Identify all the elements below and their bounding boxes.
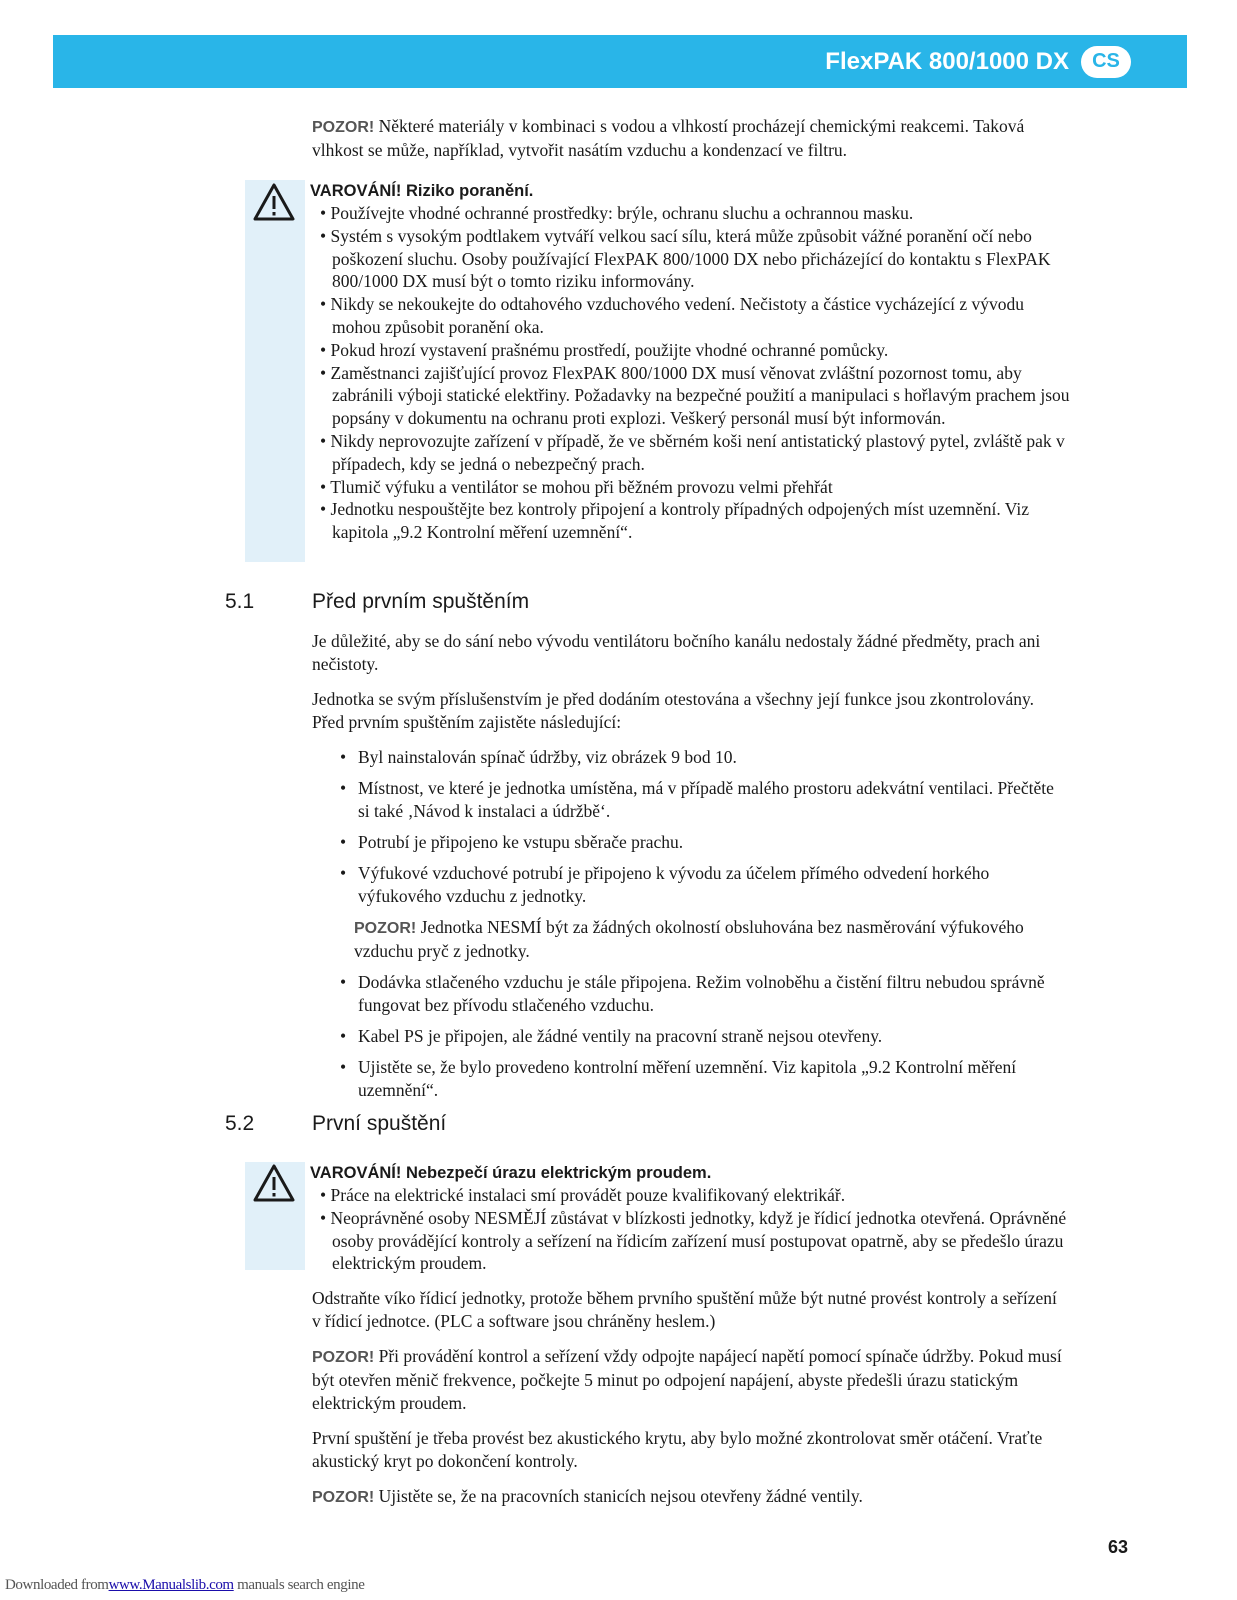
list-item: • Systém s vysokým podtlakem vytváří velkou sací sílu, která může způsobit vážné poranění očí nebo poškození sluchu. Osoby používající FlexPAK 800/1000 DX nebo přicházející do kontaktu s FlexPAK 800/1000 DX musí být o tomto riziku informovány. xyxy=(310,225,1070,293)
sub-note xyxy=(312,916,1062,963)
paragraph: Je důležité, aby se do sání nebo vývodu ventilátoru bočního kanálu nedostaly žádné předměty, prach ani nečistoty. xyxy=(312,631,1041,674)
footer-suffix: manuals search engine xyxy=(233,1577,365,1593)
manualslib-link[interactable]: www.Manualslib.com xyxy=(108,1577,234,1593)
list-item: • Používejte vhodné ochranné prostředky: brýle, ochranu sluchu a ochrannou masku. xyxy=(310,202,1070,225)
list-item: • Nikdy neprovozujte zařízení v případě, že ve sběrném koši není antistatický plastový pytel, zvláště pak v případech, kdy se jedná o nebezpečný prach. xyxy=(310,430,1070,476)
list-item: • Neoprávněné osoby NESMĚJÍ zůstávat v blízkosti jednotky, když je řídicí jednotka otevřená. Oprávněné osoby provádějící kontroly a seřízení na řídicím zařízení musí postupovat opatrně, aby se předešlo úrazu elektrickým proudem. xyxy=(310,1207,1070,1275)
note-keyword: POZOR! xyxy=(354,920,417,937)
warning-triangle-icon xyxy=(252,182,296,222)
checklist xyxy=(340,971,1062,1102)
note-text: Jednotka NESMÍ být za žádných okolností obsluhována bez nasměrování výfukového vzduchu pryč z jednotky. xyxy=(354,917,1024,961)
section-title: První spuštění xyxy=(312,1112,447,1135)
note-text: Některé materiály v kombinaci s vodou a vlhkostí procházejí chemickými reakcemi. Taková vlhkost se může, například, vytvořit nasátím vzduchu a kondenzací ve filtru. xyxy=(312,116,1025,160)
list-item: • Dodávka stlačeného vzduchu je stále připojena. Režim volnoběhu a čistění filtru nebudou správně fungovat bez přívodu stlačeného vzduchu. xyxy=(340,971,1062,1017)
list-item: • Výfukové vzduchové potrubí je připojeno k vývodu za účelem přímého odvedení horkého výfukového vzduchu z jednotky. xyxy=(340,862,1062,908)
list-item: • Ujistěte se, že bylo provedeno kontrolní měření uzemnění. Viz kapitola „9.2 Kontrolní měření uzemnění“. xyxy=(340,1056,1062,1102)
warning-block-electric xyxy=(310,1162,1070,1275)
document-title: FlexPAK 800/1000 DX xyxy=(825,47,1069,75)
list-item: • Místnost, ve které je jednotka umístěna, má v případě malého prostoru adekvátní ventilaci. Přečtěte si také ‚Návod k instalaci a údržbě‘. xyxy=(340,777,1062,823)
list-item: • Kabel PS je připojen, ale žádné ventily na pracovní straně nejsou otevřeny. xyxy=(340,1025,1062,1048)
note-keyword: POZOR! xyxy=(312,1349,375,1366)
list-item: • Byl nainstalován spínač údržby, viz obrázek 9 bod 10. xyxy=(340,746,1062,769)
paragraph: Odstraňte víko řídicí jednotky, protože během prvního spuštění může být nutné provést kontroly a seřízení v řídicí jednotce. (PLC a software jsou chráněny heslem.) xyxy=(312,1288,1057,1331)
list-item: • Jednotku nespouštějte bez kontroly připojení a kontroly případných odpojených míst uzemnění. Viz kapitola „9.2 Kontrolní měření uzemnění“. xyxy=(310,498,1070,544)
list-item: • Nikdy se nekoukejte do odtahového vzduchového vedení. Nečistoty a částice vycházející z vývodu mohou způsobit poranění oka. xyxy=(310,293,1070,339)
note-keyword: POZOR! xyxy=(312,1489,375,1506)
warning-title: VAROVÁNÍ! Nebezpečí úrazu elektrickým proudem. xyxy=(310,1164,712,1182)
warning-list xyxy=(310,202,1070,544)
list-item: • Práce na elektrické instalaci smí provádět pouze kvalifikovaný elektrikář. xyxy=(310,1184,1070,1207)
section-5-1-body xyxy=(312,630,1062,1110)
note-text: Při provádění kontrol a seřízení vždy odpojte napájecí napětí pomocí spínače údržby. Pokud musí být otevřen měnič frekvence, počkejte 5 minut po odpojení napájení, abyste předešli úrazu statickým elektrickým proudem. xyxy=(312,1346,1062,1413)
warning-strip xyxy=(245,180,305,562)
warning-list xyxy=(310,1184,1070,1275)
note-text: Ujistěte se, že na pracovních stanicích nejsou otevřeny žádné ventily. xyxy=(378,1486,863,1506)
download-footer xyxy=(5,1577,364,1594)
note-keyword: POZOR! xyxy=(312,119,375,136)
checklist xyxy=(340,746,1062,908)
list-item: • Pokud hrozí vystavení prašnému prostředí, použijte vhodné ochranné pomůcky. xyxy=(310,339,1070,362)
list-item: • Potrubí je připojeno ke vstupu sběrače prachu. xyxy=(340,831,1062,854)
section-number: 5.2 xyxy=(225,1112,255,1135)
language-badge: CS xyxy=(1081,46,1131,78)
footer-prefix: Downloaded from xyxy=(5,1577,109,1593)
section-number: 5.1 xyxy=(225,590,255,613)
section-5-2-body xyxy=(312,1287,1062,1509)
list-item: • Zaměstnanci zajišťující provoz FlexPAK 800/1000 DX musí věnovat zvláštní pozornost tomu, aby zabránili výboji statické elektřiny. Požadavky na bezpečné použití a manipulaci s hořlavým prachem jsou popsány v dokumentu na ochranu proti explozi. Veškerý personál musí být informován. xyxy=(310,362,1070,430)
header-bar xyxy=(53,35,1187,88)
list-item: • Tlumič výfuku a ventilátor se mohou při běžném provozu velmi přehřát xyxy=(310,476,1070,499)
note xyxy=(312,1485,1062,1509)
paragraph: Jednotka se svým příslušenstvím je před dodáním otestována a všechny její funkce jsou zkontrolovány. Před prvním spuštěním zajistěte následující: xyxy=(312,689,1035,732)
intro-note xyxy=(312,115,1062,162)
section-title: Před prvním spuštěním xyxy=(312,590,530,613)
warning-triangle-icon xyxy=(252,1163,296,1203)
warning-block-injury xyxy=(310,180,1070,544)
note xyxy=(312,1345,1062,1415)
warning-title: VAROVÁNÍ! Riziko poranění. xyxy=(310,182,534,200)
page-number: 63 xyxy=(1108,1537,1129,1557)
paragraph: První spuštění je třeba provést bez akustického krytu, aby bylo možné zkontrolovat směr otáčení. Vraťte akustický kryt po dokončení kontroly. xyxy=(312,1428,1043,1471)
